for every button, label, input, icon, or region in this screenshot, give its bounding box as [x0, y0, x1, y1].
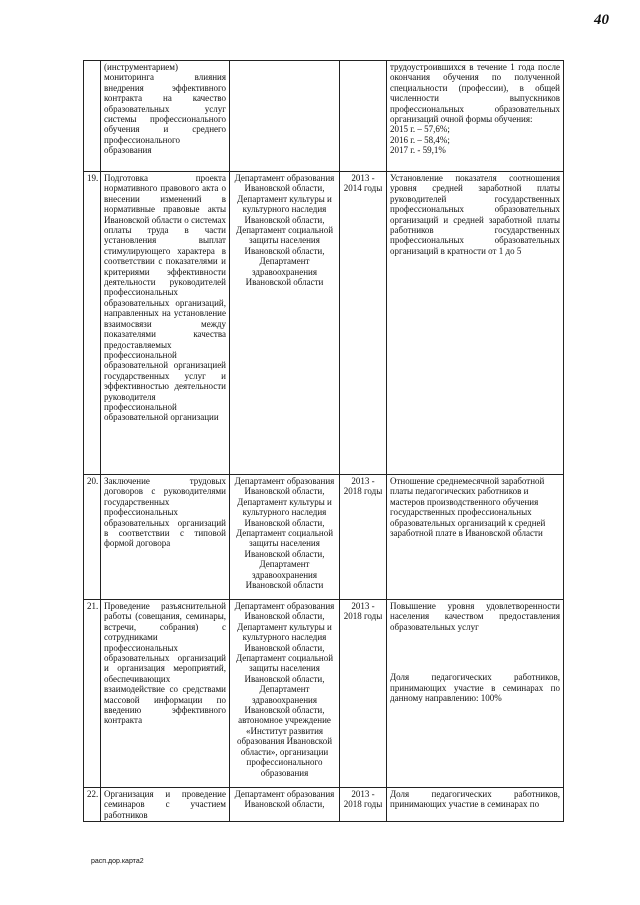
indicator-value: 2015 г. – 57,6%;	[390, 124, 450, 135]
number-cell: 21.	[84, 600, 101, 788]
footer-code: расп.дор.карта2	[91, 858, 144, 865]
indicator-value: 2016 г. – 58,4%;	[390, 134, 450, 145]
executor-cell: Департамент образования Ивановской области, Департамент культуры и культурного наследия Ивановской области, Департамент социальной защиты населения Ивановской области, Департамент здравоохранения Ивановской области	[230, 475, 340, 600]
table-row	[84, 61, 564, 172]
years-cell: 2013 - 2014 годы	[340, 172, 387, 475]
executor-cell: Департамент образования Ивановской области,	[230, 788, 340, 822]
indicator-text: Повышение уровня удовлетворенности населения качеством предоставления образовательных услуг	[390, 601, 560, 632]
indicator-cell: Установление показателя соотношения уровня средней заработной платы руководителей государственных профессиональных образовательных организаций и средней заработной платы работников государственных профессиональных образовательных организаций в кратности от 1 до 5	[387, 172, 564, 475]
indicator-cell	[387, 600, 564, 788]
years-cell: 2013 - 2018 годы	[340, 475, 387, 600]
years-cell: 2013 - 2018 годы	[340, 600, 387, 788]
activity-cell: Проведение разъяснительной работы (совещания, семинары, встречи, собрания) с сотрудниками профессиональных образовательных организаций и организация мероприятий, обеспечивающих взаимодействие со средствами массовой информации по введению эффективного контракта	[101, 600, 230, 788]
indicator-text: трудоустроившихся в течение 1 года после окончания обучения по полученной специальности (профессии), в общей численности выпускников профессиональных образовательных организаций очной формы обучения:	[390, 62, 560, 125]
indicator-value: 2017 г. - 59,1%	[390, 145, 446, 156]
table-row	[84, 788, 564, 822]
indicator-text: Доля педагогических работников, принимающих участие в семинарах по данному направлению: 100%	[390, 672, 560, 704]
indicator-cell: Отношение среднемесячной заработной платы педагогических работников и мастеров производственного обучения государственных профессиональных образовательных организаций к средней заработной плате в Ивановской области	[387, 475, 564, 600]
table-row	[84, 600, 564, 788]
years-cell	[340, 61, 387, 172]
activity-cell: Подготовка проекта нормативного правового акта о внесении изменений в нормативные правовые акты Ивановской области о системах оплаты труда в части установления выплат стимулирующего характера в соответствии с показателями и критериями эффективности деятельности руководителей профессиональных образовательных организаций, направленных на установление взаимосвязи между показателями качества предоставляемых профессиональной образовательной организацией государственных услуг и эффективностью деятельности руководителя профессиональной образовательной организации	[101, 172, 230, 475]
number-cell: 22.	[84, 788, 101, 822]
indicator-cell	[387, 61, 564, 172]
activity-cell: (инструментарием) мониторинга влияния внедрения эффективного контракта на качество образовательных услуг системы профессионального обучения и среднего профессионального образования	[101, 61, 230, 172]
activity-cell: Организация и проведение семинаров с участием работников	[101, 788, 230, 822]
roadmap-table	[83, 60, 564, 822]
number-cell: 20.	[84, 475, 101, 600]
executor-cell: Департамент образования Ивановской области, Департамент культуры и культурного наследия Ивановской области, Департамент социальной защиты населения Ивановской области, Департамент здравоохранения Ивановской области, автономное учреждение «Институт развития образования Ивановской области», организации профессионального образования	[230, 600, 340, 788]
number-cell: 19.	[84, 172, 101, 475]
executor-cell	[230, 61, 340, 172]
indicator-cell: Доля педагогических работников, принимающих участие в семинарах по	[387, 788, 564, 822]
years-cell: 2013 - 2018 годы	[340, 788, 387, 822]
table-row	[84, 172, 564, 475]
table-row	[84, 475, 564, 600]
number-cell	[84, 61, 101, 172]
activity-cell: Заключение трудовых договоров с руководителями государственных профессиональных образовательных организаций в соответствии с типовой формой договора	[101, 475, 230, 600]
page-number: 40	[594, 12, 609, 28]
executor-cell: Департамент образования Ивановской области, Департамент культуры и культурного наследия Ивановской области, Департамент социальной защиты населения Ивановской области, Департамент здравоохранения Ивановской области	[230, 172, 340, 475]
